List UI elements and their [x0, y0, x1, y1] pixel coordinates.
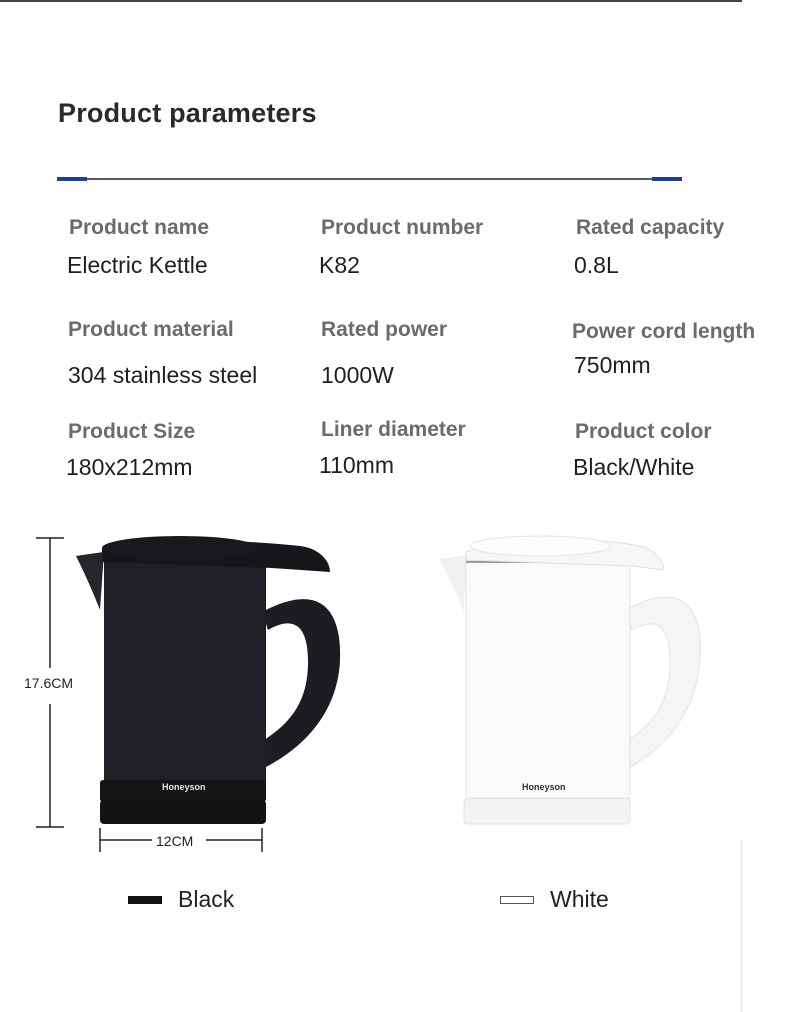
divider-accent-left	[57, 177, 87, 181]
section-title: Product parameters	[58, 98, 317, 128]
color-option-black	[128, 886, 234, 913]
white-kettle	[440, 536, 700, 824]
param-product-material	[68, 318, 257, 389]
param-product-name	[69, 216, 209, 279]
title-divider	[57, 178, 682, 180]
param-value: 750mm	[574, 352, 651, 378]
width-dimension-label: 12CM	[156, 833, 194, 849]
param-value: 110mm	[319, 452, 394, 478]
param-power-cord-length	[572, 320, 755, 379]
param-label: Rated capacity	[576, 216, 725, 239]
kettle-illustration	[0, 520, 800, 860]
param-rated-power	[321, 318, 447, 389]
top-rule	[0, 0, 742, 2]
param-label: Rated power	[321, 318, 448, 341]
param-label: Product color	[575, 420, 712, 443]
black-swatch	[128, 896, 162, 904]
color-option-label: White	[550, 886, 609, 912]
param-liner-diameter	[321, 418, 466, 479]
color-option-white	[500, 886, 609, 913]
param-label: Liner diameter	[321, 418, 466, 441]
param-rated-capacity	[576, 216, 724, 279]
param-label: Power cord length	[572, 320, 756, 343]
param-value: 0.8L	[574, 252, 619, 278]
param-value: Electric Kettle	[67, 252, 208, 278]
param-value: 180x212mm	[66, 454, 193, 480]
param-value: 1000W	[321, 362, 394, 388]
white-swatch	[500, 896, 534, 904]
param-label: Product material	[68, 318, 234, 341]
white-kettle-brand: Honeyson	[522, 782, 566, 792]
divider-accent-right	[652, 177, 682, 181]
param-value: K82	[319, 252, 360, 278]
black-kettle-brand: Honeyson	[162, 782, 206, 792]
param-product-color	[575, 420, 712, 481]
black-kettle	[76, 536, 340, 824]
param-product-number	[321, 216, 483, 279]
height-dimension-label: 17.6CM	[24, 675, 74, 691]
param-label: Product name	[69, 216, 210, 239]
param-label: Product Size	[68, 420, 196, 443]
color-option-label: Black	[178, 886, 235, 912]
param-value: Black/White	[573, 454, 695, 480]
param-product-size	[68, 420, 195, 481]
right-edge-line	[741, 840, 742, 1012]
param-value: 304 stainless steel	[68, 362, 258, 388]
param-label: Product number	[321, 216, 484, 239]
